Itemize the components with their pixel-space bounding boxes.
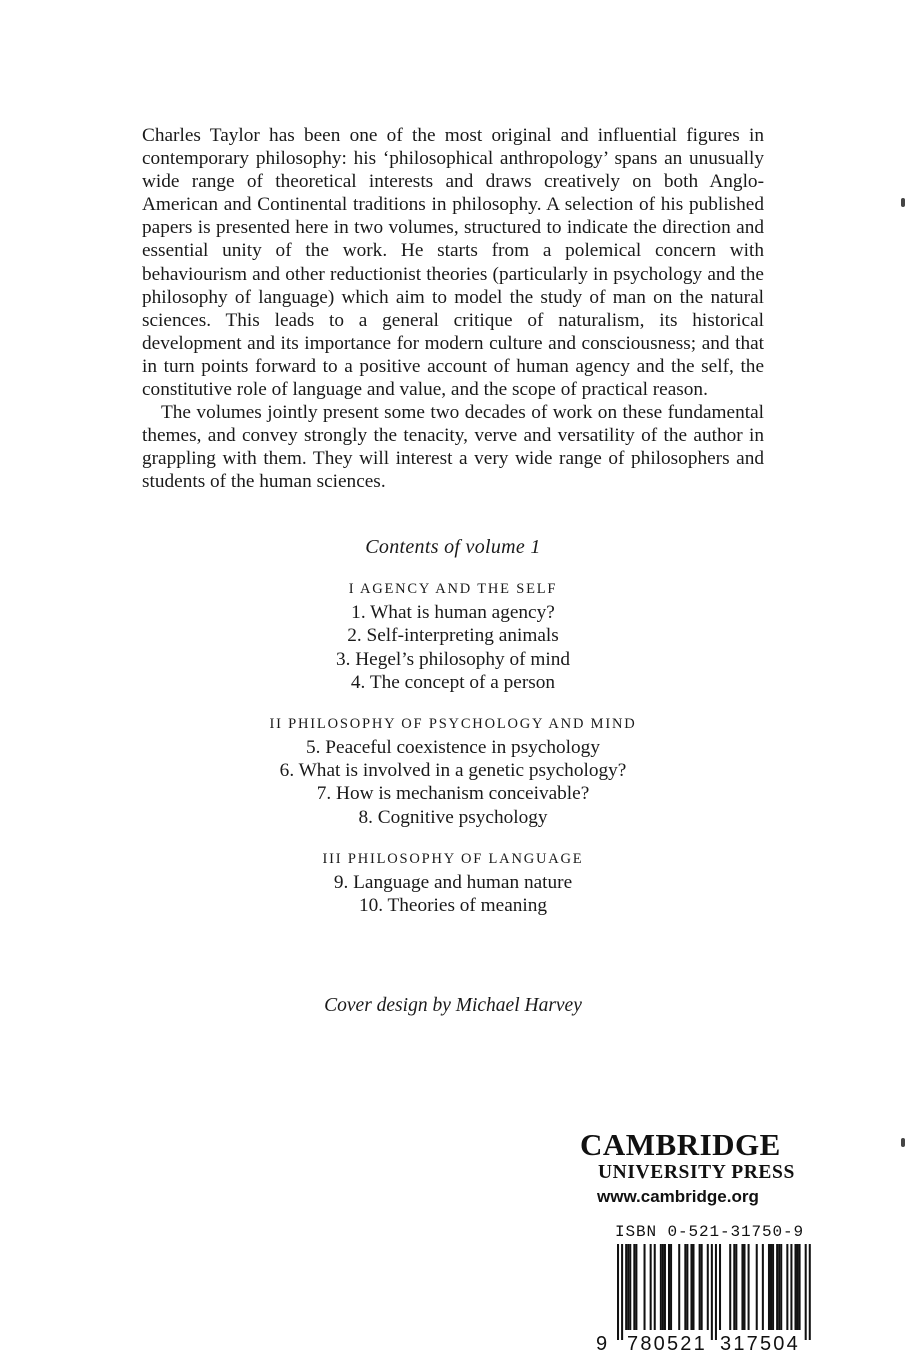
publisher-subtitle: UNIVERSITY PRESS <box>598 1162 795 1183</box>
table-of-contents <box>142 536 764 935</box>
barcode-bar <box>776 1244 778 1330</box>
barcode-left-group: 780521 <box>627 1333 707 1354</box>
blurb <box>142 124 764 494</box>
chapter-entry: 9. Language and human nature <box>333 871 573 893</box>
scan-edge-mark <box>901 1138 905 1147</box>
chapter-entry: 6. What is involved in a genetic psychology? <box>279 760 627 782</box>
contents-part-2 <box>142 712 764 829</box>
barcode-bar <box>621 1244 623 1340</box>
barcode-bar <box>617 1244 619 1340</box>
barcode-bar <box>627 1244 629 1330</box>
barcode-bar <box>662 1244 664 1330</box>
barcode-bar <box>797 1244 799 1330</box>
barcode-bar <box>654 1244 656 1330</box>
contents-part-3 <box>142 847 764 917</box>
barcode-bar <box>678 1244 680 1330</box>
chapter-entry: 10. Theories of meaning <box>358 895 548 917</box>
barcode-bar <box>735 1244 737 1330</box>
barcode <box>593 1244 823 1354</box>
barcode-bar <box>711 1244 713 1340</box>
cover-credit: Cover design by Michael Harvey <box>324 995 582 1016</box>
barcode-bar <box>741 1244 743 1330</box>
chapter-entry: 3. Hegel’s philosophy of mind <box>335 648 571 670</box>
barcode-bars <box>617 1244 811 1340</box>
barcode-bar <box>670 1244 672 1330</box>
barcode-bar <box>707 1244 709 1330</box>
chapter-entry: 4. The concept of a person <box>350 671 556 693</box>
barcode-bar <box>809 1244 811 1340</box>
blurb-paragraph-2: The volumes jointly present some two decades of work on these fundamental themes, and convey strongly the tenacity, verve and versatility of the author in grappling with them. They will interest a very wide range of philosophers and students of the human sciences. <box>142 402 764 493</box>
barcode-bar <box>743 1244 745 1330</box>
contents-title: Contents of volume 1 <box>365 536 541 558</box>
publisher-url: www.cambridge.org <box>597 1187 759 1206</box>
barcode-bar <box>625 1244 627 1330</box>
chapter-entry: 2. Self-interpreting animals <box>347 625 559 647</box>
barcode-bar <box>660 1244 662 1330</box>
publisher-name: CAMBRIDGE <box>580 1127 781 1162</box>
barcode-lead-digit: 9 <box>596 1333 608 1354</box>
part-heading: II PHILOSOPHY OF PSYCHOLOGY AND MIND <box>269 716 637 733</box>
part-heading: I AGENCY AND THE SELF <box>348 581 558 598</box>
barcode-bar <box>629 1244 631 1330</box>
chapter-entry: 7. How is mechanism conceivable? <box>316 783 590 805</box>
barcode-bar <box>762 1244 764 1330</box>
barcode-bar <box>780 1244 782 1330</box>
part-heading: III PHILOSOPHY OF LANGUAGE <box>322 850 584 867</box>
barcode-bar <box>794 1244 796 1330</box>
contents-part-1 <box>142 577 764 694</box>
barcode-bar <box>644 1244 646 1330</box>
barcode-bar <box>635 1244 637 1330</box>
barcode-bar <box>756 1244 758 1330</box>
barcode-bar <box>684 1244 686 1330</box>
barcode-bar <box>768 1244 770 1330</box>
isbn-label: ISBN 0-521-31750-9 <box>615 1223 805 1241</box>
barcode-bar <box>770 1244 772 1330</box>
barcode-right-group: 317504 <box>720 1333 800 1354</box>
barcode-bar <box>733 1244 735 1330</box>
publisher-logo <box>580 1128 830 1210</box>
barcode-bar <box>692 1244 694 1330</box>
blurb-paragraph-1: Charles Taylor has been one of the most original and influential figures in contemporary philosophy: his ‘philosophical anthropology’ spans an unusually wide range of theoretical interests and draws creatively on both Anglo-American and Continental traditions in philosophy. A selection of his published papers is presented here in two volumes, structured to indicate the direction and essential unity of the work. He starts from a polemical concern with behaviourism and other reductionist theories (particularly in psychology and the philosophy of language) which aim to model the study of man on the natural sciences. This leads to a general critique of naturalism, its historical development and its importance for modern culture and consciousness; and that in turn points forward to a positive account of human agency and the self, the constitutive role of language and value, and the scope of practical reason. <box>142 125 764 401</box>
barcode-bar <box>786 1244 788 1330</box>
barcode-bar <box>668 1244 670 1330</box>
barcode-bar <box>633 1244 635 1330</box>
chapter-entry: 5. Peaceful coexistence in psychology <box>306 737 600 759</box>
barcode-bar <box>778 1244 780 1330</box>
barcode-bar <box>748 1244 750 1330</box>
barcode-bar <box>772 1244 774 1330</box>
scan-edge-mark <box>901 198 905 207</box>
chapter-entry: 1. What is human agency? <box>351 602 555 624</box>
barcode-bar <box>650 1244 652 1330</box>
barcode-bar <box>719 1244 721 1330</box>
barcode-bar <box>805 1244 807 1340</box>
barcode-bar <box>699 1244 701 1330</box>
barcode-bar <box>701 1244 703 1330</box>
barcode-bar <box>690 1244 692 1330</box>
barcode-bar <box>799 1244 801 1330</box>
chapter-entry: 8. Cognitive psychology <box>358 806 548 828</box>
barcode-bar <box>790 1244 792 1330</box>
barcode-bar <box>715 1244 717 1340</box>
barcode-bar <box>729 1244 731 1330</box>
barcode-bar <box>686 1244 688 1330</box>
barcode-bar <box>664 1244 666 1330</box>
